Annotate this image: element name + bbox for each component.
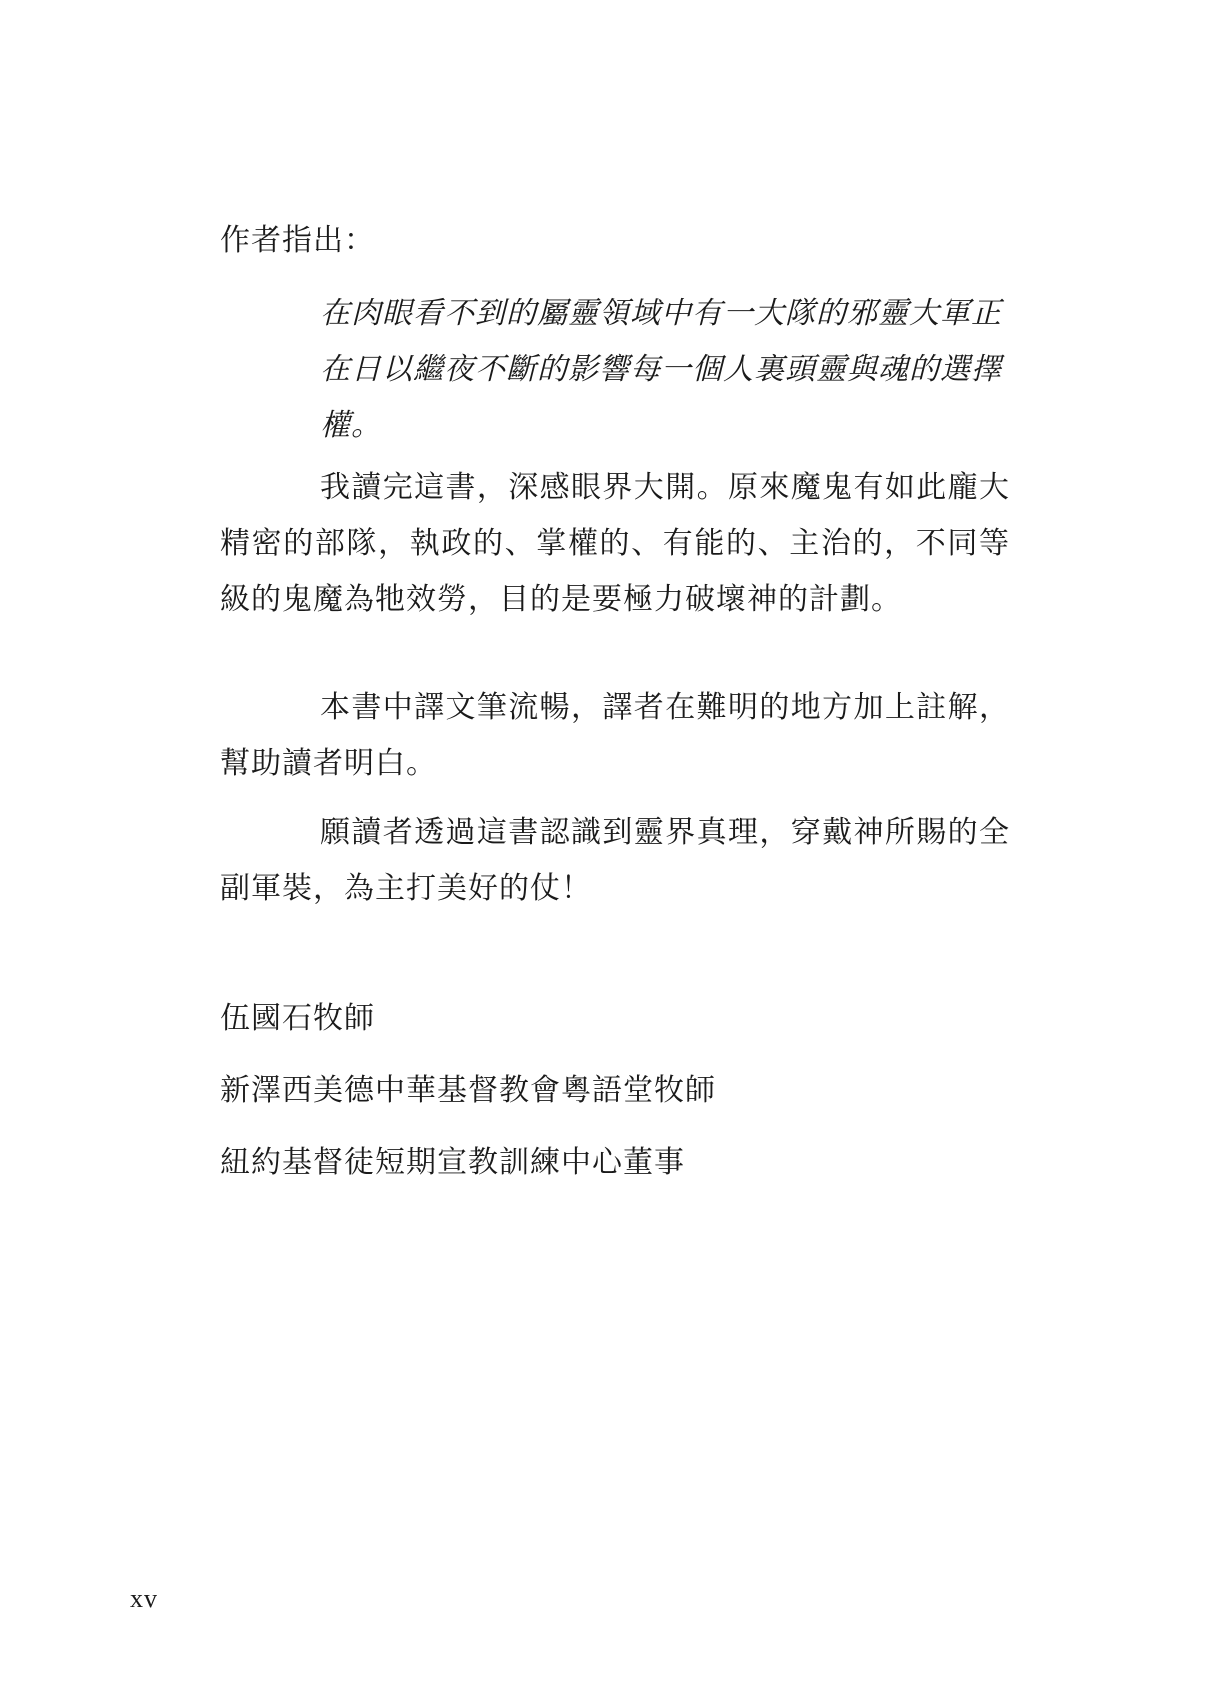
paragraph-2: 本書中譯文筆流暢，譯者在難明的地方加上註解，幫助讀者明白。 [220, 690, 1010, 781]
signature-block [220, 1002, 716, 1218]
paragraph-3: 願讀者透過這書認識到靈界真理，穿戴神所賜的全副軍裝，為主打美好的仗！ [220, 815, 1010, 906]
paragraph-1: 我讀完這書，深感眼界大開。原來魔鬼有如此龐大精密的部隊，執政的、掌權的、有能的、主治的，不同等級的鬼魔為牠效勞，目的是要極力破壞神的計劃。 [220, 470, 1010, 617]
intro-line: 作者指出： [220, 223, 375, 258]
signature-name: 伍國石牧師 [220, 1001, 375, 1036]
page-number: xv [130, 1584, 158, 1613]
signature-title-1: 新澤西美德中華基督教會粵語堂牧師 [220, 1073, 716, 1108]
signature-title-2: 紐約基督徒短期宣教訓練中心董事 [220, 1145, 685, 1180]
quoted-passage: 在肉眼看不到的屬靈領域中有一大隊的邪靈大軍正在日以繼夜不斷的影響每一個人裏頭靈與魂的選擇權。 [320, 296, 1002, 443]
